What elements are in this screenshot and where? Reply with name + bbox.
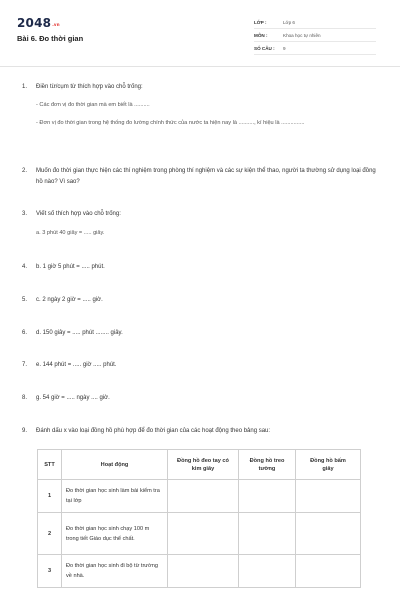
question-number: 6.	[22, 330, 28, 336]
answer-cell[interactable]	[296, 480, 361, 513]
worksheet-header	[0, 0, 400, 66]
question-number: 4.	[22, 264, 28, 270]
row-number: 1	[38, 480, 62, 513]
answer-cell[interactable]	[296, 555, 361, 588]
header-divider	[0, 66, 400, 67]
answer-cell[interactable]	[239, 555, 296, 588]
worksheet-meta	[254, 16, 376, 55]
meta-value: 9	[283, 45, 286, 51]
question-subitem: - Các đơn vị đo thời gian mà em biết là ..........	[36, 102, 150, 108]
column-header: STT	[38, 450, 62, 480]
question-text: e. 144 phút = ..... giờ ..... phút.	[36, 362, 117, 368]
meta-row-class	[254, 16, 376, 29]
answer-cell[interactable]	[168, 513, 239, 555]
question-text: d. 150 giây = ..... phút ........ giây.	[36, 330, 123, 336]
question-text: Viết số thích hợp vào chỗ trống:	[36, 211, 121, 217]
row-number: 3	[38, 555, 62, 588]
meta-label: LỚP :	[254, 19, 267, 25]
column-header: Đồng hồ treo tường	[239, 450, 296, 480]
question-text: Điền từ/cụm từ thích hợp vào chỗ trống:	[36, 84, 143, 90]
meta-value: Lớp 6	[283, 19, 295, 25]
table-row	[38, 480, 361, 513]
question-subitem: - Đơn vị đo thời gian trong hệ thống đo lường chính thức của nước ta hiện nay là .........., kí hiệu là ...............	[36, 120, 305, 126]
question-text: c. 2 ngày 2 giờ = ..... giờ.	[36, 297, 103, 303]
question-text: b. 1 giờ 5 phút = ..... phút.	[36, 264, 105, 270]
row-activity: Đo thời gian học sinh làm bài kiểm tra tại lớp	[62, 480, 168, 513]
table-row	[38, 555, 361, 588]
logo-main: 2048	[17, 16, 52, 30]
answer-cell[interactable]	[239, 513, 296, 555]
question-subitem: a. 3 phút 40 giây = ..... giây.	[36, 230, 105, 236]
row-activity: Đo thời gian học sinh đi bộ từ trường về nhà.	[62, 555, 168, 588]
meta-label: SỐ CÂU :	[254, 45, 275, 51]
meta-label: MÔN :	[254, 32, 268, 38]
column-header: Hoạt động	[62, 450, 168, 480]
question-text: Muốn đo thời gian thực hiện các thí nghiệm trong phòng thí nghiệm và các sự kiện thể thao, người ta thường sử dụng loại đồng hồ nào? Vì sao?	[36, 168, 376, 185]
row-number: 2	[38, 513, 62, 555]
site-logo[interactable]	[17, 16, 60, 30]
logo-suffix: .vn	[52, 22, 60, 27]
document-title: Bài 6. Đo thời gian	[17, 34, 84, 43]
question-number: 3.	[22, 211, 28, 217]
question-number: 9.	[22, 428, 28, 434]
question-number: 2.	[22, 168, 28, 174]
column-header: Đồng hồ bấm giây	[296, 450, 361, 480]
meta-row-subject	[254, 29, 376, 42]
question-number: 1.	[22, 84, 28, 90]
question-number: 7.	[22, 362, 28, 368]
answer-cell[interactable]	[168, 480, 239, 513]
clock-activity-table	[37, 449, 361, 588]
answer-cell[interactable]	[239, 480, 296, 513]
table-header-row	[38, 450, 361, 480]
answer-cell[interactable]	[296, 513, 361, 555]
meta-value: Khoa học tự nhiên	[283, 32, 321, 38]
question-number: 5.	[22, 297, 28, 303]
answer-cell[interactable]	[168, 555, 239, 588]
question-text: g. 54 giờ = ..... ngày .... giờ.	[36, 395, 110, 401]
meta-row-count	[254, 42, 376, 55]
question-number: 8.	[22, 395, 28, 401]
column-header: Đồng hồ đeo tay có kim giây	[168, 450, 239, 480]
question-text: Đánh dấu x vào loại đồng hồ phù hợp để đo thời gian của các hoạt động theo bảng sau:	[36, 428, 271, 434]
row-activity: Đo thời gian học sinh chạy 100 m trong tiết Giáo dục thể chất.	[62, 513, 168, 555]
table-row	[38, 513, 361, 555]
